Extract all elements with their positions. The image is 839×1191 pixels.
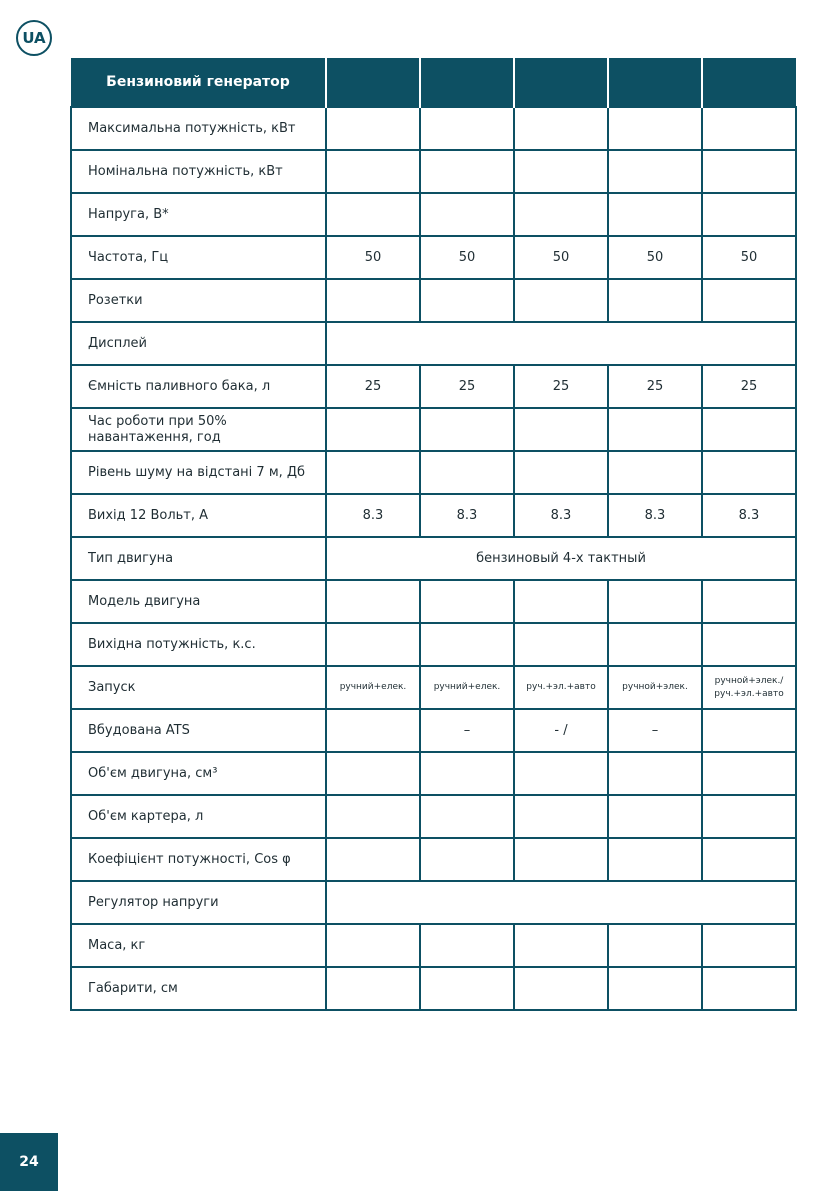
- value-cell: 8.3: [514, 494, 608, 537]
- table-row: [71, 666, 796, 709]
- table-row: [71, 279, 796, 322]
- value-cell: ручний+елек.: [326, 666, 420, 709]
- row-label: Час роботи при 50% навантаження, год: [71, 408, 326, 451]
- value-cell: [608, 193, 702, 236]
- value-cell: [702, 580, 796, 623]
- value-cell: [514, 838, 608, 881]
- merged-value-cell: [326, 881, 796, 924]
- value-cell: [326, 408, 420, 451]
- row-label: Вихідна потужність, к.с.: [71, 623, 326, 666]
- value-cell: [326, 924, 420, 967]
- table-row: [71, 322, 796, 365]
- value-cell: [608, 795, 702, 838]
- value-cell: [514, 279, 608, 322]
- value-cell: 8.3: [326, 494, 420, 537]
- language-badge: UA: [16, 20, 52, 56]
- value-cell: [326, 709, 420, 752]
- table-row: [71, 838, 796, 881]
- value-cell: [702, 838, 796, 881]
- table-row: [71, 967, 796, 1010]
- value-cell: [326, 451, 420, 494]
- value-cell: [608, 752, 702, 795]
- row-label: Рівень шуму на відстані 7 м, Дб: [71, 451, 326, 494]
- value-cell: 8.3: [608, 494, 702, 537]
- row-label: Тип двигуна: [71, 537, 326, 580]
- table-row: [71, 494, 796, 537]
- value-cell: [608, 838, 702, 881]
- table-title-header: Бензиновий генератор: [71, 58, 326, 107]
- value-cell: [608, 150, 702, 193]
- row-label: Розетки: [71, 279, 326, 322]
- model-column-header: [702, 58, 796, 107]
- value-cell: [608, 451, 702, 494]
- value-cell: [514, 752, 608, 795]
- value-cell: [514, 451, 608, 494]
- row-label: Ємність паливного бака, л: [71, 365, 326, 408]
- value-cell: [326, 279, 420, 322]
- table-row: [71, 537, 796, 580]
- table-row: [71, 580, 796, 623]
- value-cell: [326, 623, 420, 666]
- row-label: Напруга, В*: [71, 193, 326, 236]
- value-cell: 25: [326, 365, 420, 408]
- value-cell: [326, 107, 420, 150]
- table-row: [71, 365, 796, 408]
- value-cell: [420, 838, 514, 881]
- value-cell: [702, 150, 796, 193]
- model-column-header: [420, 58, 514, 107]
- row-label: Запуск: [71, 666, 326, 709]
- value-cell: [420, 408, 514, 451]
- value-cell: 50: [608, 236, 702, 279]
- value-cell: [608, 924, 702, 967]
- value-cell: ручной+элек.: [608, 666, 702, 709]
- row-label: Об'єм двигуна, см³: [71, 752, 326, 795]
- value-cell: [702, 107, 796, 150]
- value-cell: [420, 795, 514, 838]
- table-row: [71, 924, 796, 967]
- value-cell: [608, 107, 702, 150]
- value-cell: [702, 967, 796, 1010]
- page-number: 24: [0, 1133, 58, 1191]
- row-label: Модель двигуна: [71, 580, 326, 623]
- row-label: Регулятор напруги: [71, 881, 326, 924]
- value-cell: [608, 623, 702, 666]
- merged-value-cell: [326, 322, 796, 365]
- row-label: Максимальна потужність, кВт: [71, 107, 326, 150]
- table-row: [71, 795, 796, 838]
- value-cell: - /: [514, 709, 608, 752]
- value-cell: 25: [514, 365, 608, 408]
- value-cell: [326, 580, 420, 623]
- value-cell: [420, 623, 514, 666]
- value-cell: [702, 451, 796, 494]
- row-label: Маса, кг: [71, 924, 326, 967]
- value-cell: [514, 623, 608, 666]
- table-row: [71, 623, 796, 666]
- value-cell: 8.3: [420, 494, 514, 537]
- row-label: Вихід 12 Вольт, А: [71, 494, 326, 537]
- value-cell: 50: [514, 236, 608, 279]
- table-row: [71, 752, 796, 795]
- value-cell: –: [608, 709, 702, 752]
- row-label: Номінальна потужність, кВт: [71, 150, 326, 193]
- value-cell: [420, 752, 514, 795]
- value-cell: [420, 150, 514, 193]
- value-cell: [608, 408, 702, 451]
- value-cell: [608, 967, 702, 1010]
- table-row: [71, 150, 796, 193]
- value-cell: 8.3: [702, 494, 796, 537]
- row-label: Коефіцієнт потужності, Cos φ: [71, 838, 326, 881]
- model-column-header: [326, 58, 420, 107]
- row-label: Вбудована ATS: [71, 709, 326, 752]
- table-row: [71, 451, 796, 494]
- value-cell: –: [420, 709, 514, 752]
- value-cell: руч.+эл.+авто: [514, 666, 608, 709]
- specifications-table: [70, 58, 797, 1011]
- value-cell: [514, 924, 608, 967]
- table-row: [71, 709, 796, 752]
- merged-value-cell: бензиновый 4-х тактный: [326, 537, 796, 580]
- value-cell: [420, 193, 514, 236]
- table-header-row: [71, 58, 796, 107]
- table-row: [71, 193, 796, 236]
- value-cell: [420, 580, 514, 623]
- value-cell: [514, 150, 608, 193]
- value-cell: [608, 279, 702, 322]
- value-cell: [420, 279, 514, 322]
- value-cell: 25: [608, 365, 702, 408]
- value-cell: [702, 193, 796, 236]
- value-cell: [514, 408, 608, 451]
- value-cell: [326, 795, 420, 838]
- row-label: Габарити, см: [71, 967, 326, 1010]
- value-cell: [420, 924, 514, 967]
- value-cell: [420, 451, 514, 494]
- value-cell: [514, 107, 608, 150]
- value-cell: ручний+елек.: [420, 666, 514, 709]
- row-label: Об'єм картера, л: [71, 795, 326, 838]
- table-row: [71, 881, 796, 924]
- value-cell: [326, 150, 420, 193]
- value-cell: [702, 924, 796, 967]
- value-cell: 50: [326, 236, 420, 279]
- model-column-header: [514, 58, 608, 107]
- value-cell: [326, 967, 420, 1010]
- value-cell: [514, 967, 608, 1010]
- table-row: [71, 236, 796, 279]
- table-row: [71, 408, 796, 451]
- value-cell: [326, 838, 420, 881]
- value-cell: [608, 580, 702, 623]
- value-cell: [514, 795, 608, 838]
- row-label: Частота, Гц: [71, 236, 326, 279]
- value-cell: [702, 709, 796, 752]
- value-cell: [420, 107, 514, 150]
- row-label: Дисплей: [71, 322, 326, 365]
- value-cell: 50: [702, 236, 796, 279]
- value-cell: 25: [702, 365, 796, 408]
- value-cell: [514, 193, 608, 236]
- model-column-header: [608, 58, 702, 107]
- value-cell: [702, 279, 796, 322]
- value-cell: [514, 580, 608, 623]
- table-body: [71, 107, 796, 1010]
- value-cell: [326, 752, 420, 795]
- value-cell: [702, 752, 796, 795]
- value-cell: 50: [420, 236, 514, 279]
- value-cell: 25: [420, 365, 514, 408]
- table-row: [71, 107, 796, 150]
- value-cell: ручной+элек./ руч.+эл.+авто: [702, 666, 796, 709]
- value-cell: [702, 408, 796, 451]
- value-cell: [702, 795, 796, 838]
- value-cell: [420, 967, 514, 1010]
- value-cell: [702, 623, 796, 666]
- value-cell: [326, 193, 420, 236]
